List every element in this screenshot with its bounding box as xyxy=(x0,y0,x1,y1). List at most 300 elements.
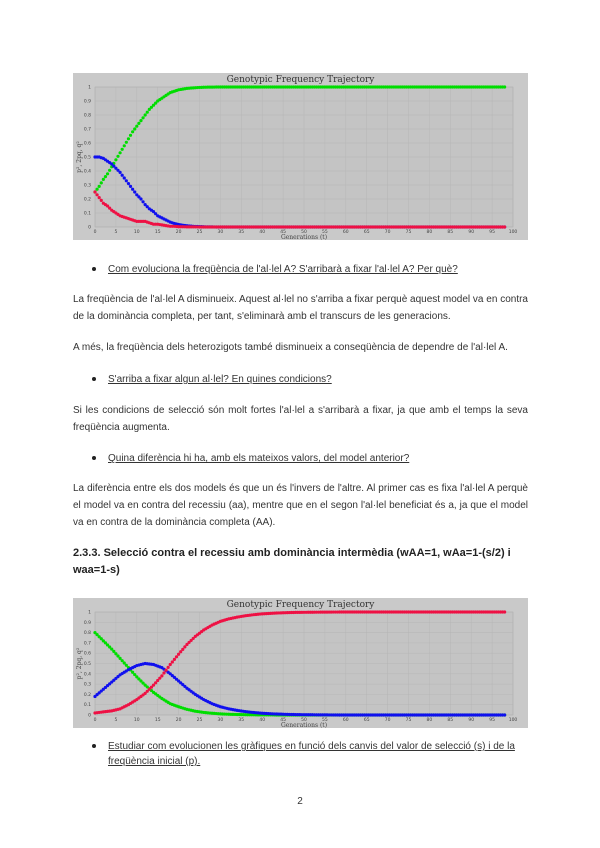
trajectory-dot xyxy=(183,87,186,90)
x-tick-label: 95 xyxy=(489,718,495,723)
data-point xyxy=(127,182,130,185)
trajectory-dot xyxy=(125,179,128,182)
trajectory-dot xyxy=(175,704,178,707)
trajectory-dot xyxy=(141,116,144,119)
trajectory-dot xyxy=(300,611,303,614)
trajectory-dot xyxy=(405,85,408,88)
trajectory-dot xyxy=(179,225,182,228)
trajectory-dot xyxy=(208,625,211,628)
trajectory-dot xyxy=(187,225,190,228)
trajectory-dot xyxy=(192,637,195,640)
trajectory-dot xyxy=(200,86,203,89)
trajectory-dot xyxy=(468,85,471,88)
trajectory-dot xyxy=(213,225,216,228)
trajectory-dot xyxy=(121,174,124,177)
trajectory-dot xyxy=(171,90,174,93)
trajectory-dot xyxy=(141,220,144,223)
y-tick-label: 0.8 xyxy=(83,113,91,119)
trajectory-dot xyxy=(158,223,161,226)
trajectory-dot xyxy=(221,85,224,88)
trajectory-dot xyxy=(292,713,295,716)
data-point xyxy=(114,158,117,161)
trajectory-dot xyxy=(146,221,149,224)
y-tick-label: 0 xyxy=(88,713,91,719)
y-tick-label: 0.5 xyxy=(83,155,91,161)
data-point xyxy=(177,653,180,656)
trajectory-dot xyxy=(238,225,241,228)
genotypic-frequency-chart-1 xyxy=(73,73,528,240)
y-tick-label: 0.3 xyxy=(83,682,91,688)
x-tick-label: 45 xyxy=(280,718,286,723)
x-tick-label: 35 xyxy=(238,230,245,235)
y-tick-label: 0.6 xyxy=(83,651,91,657)
trajectory-dot xyxy=(116,155,119,158)
trajectory-dot xyxy=(129,218,132,221)
trajectory-dot xyxy=(150,663,153,666)
trajectory-dot xyxy=(108,169,111,172)
trajectory-dot xyxy=(175,655,178,658)
trajectory-dot xyxy=(488,85,491,88)
x-tick-label: 70 xyxy=(384,718,391,723)
trajectory-dot xyxy=(133,699,136,702)
trajectory-dot xyxy=(150,222,153,225)
trajectory-dot xyxy=(95,193,98,196)
trajectory-dot xyxy=(225,85,228,88)
trajectory-dot xyxy=(146,205,149,208)
trajectory-dot xyxy=(95,155,98,158)
x-tick-label: 85 xyxy=(447,230,454,235)
x-tick-label: 60 xyxy=(342,718,349,723)
trajectory-dot xyxy=(233,85,236,88)
trajectory-dot xyxy=(213,85,216,88)
trajectory-dot xyxy=(300,225,303,228)
y-tick-label: 0.7 xyxy=(83,641,91,647)
x-tick-label: 85 xyxy=(447,718,454,723)
trajectory-dot xyxy=(447,85,450,88)
trajectory-dot xyxy=(384,713,387,716)
trajectory-dot xyxy=(208,711,211,714)
trajectory-dot xyxy=(100,711,103,714)
trajectory-dot xyxy=(221,225,224,228)
trajectory-dot xyxy=(116,708,119,711)
trajectory-dot xyxy=(501,713,504,716)
trajectory-dot xyxy=(133,673,136,676)
y-tick-label: 1 xyxy=(88,85,91,91)
trajectory-dot xyxy=(150,106,153,109)
paragraph-3: Si les condicions de selecció són molt fortes l'al·lel a s'arribarà a fixar, ja que amb el temps la seva freqüència augmenta. xyxy=(73,405,528,433)
y-tick-label: 0.6 xyxy=(83,141,91,147)
x-tick-label: 10 xyxy=(133,230,140,235)
trajectory-dot xyxy=(121,215,124,218)
trajectory-dot xyxy=(233,616,236,619)
trajectory-dot xyxy=(275,712,278,715)
bullet-text: Com evoluciona la freqüència de l'al·lel A? S'arribarà a fixar l'al·lel A? Per què? xyxy=(108,264,458,275)
trajectory-dot xyxy=(181,648,184,651)
trajectory-dot xyxy=(363,225,366,228)
chart-title: Genotypic Frequency Trajectory xyxy=(226,600,375,610)
trajectory-dot xyxy=(116,213,119,216)
x-tick-label: 80 xyxy=(426,230,433,235)
trajectory-dot xyxy=(171,660,174,663)
trajectory-dot xyxy=(200,630,203,633)
trajectory-dot xyxy=(167,224,170,227)
x-axis-label: Generations (t) xyxy=(280,722,328,728)
x-tick-label: 55 xyxy=(322,230,328,235)
x-tick-label: 5 xyxy=(114,718,118,723)
trajectory-dot xyxy=(217,621,220,624)
trajectory-dot xyxy=(284,611,287,614)
trajectory-dot xyxy=(112,210,115,213)
trajectory-dot xyxy=(146,111,149,114)
trajectory-dot xyxy=(162,95,165,98)
trajectory-dot xyxy=(275,611,278,614)
y-tick-label: 0.5 xyxy=(83,662,91,667)
trajectory-dot xyxy=(217,712,220,715)
trajectory-dot xyxy=(468,610,471,613)
trajectory-dot xyxy=(164,669,167,672)
x-tick-label: 20 xyxy=(175,718,182,723)
trajectory-dot xyxy=(154,223,157,226)
trajectory-dot xyxy=(279,85,282,88)
x-tick-label: 45 xyxy=(280,230,286,235)
trajectory-dot xyxy=(321,225,324,228)
trajectory-dot xyxy=(137,195,140,198)
trajectory-dot xyxy=(342,610,345,613)
bullet-dot xyxy=(92,267,96,271)
section-heading: 2.3.3. Selecció contra el recessiu amb dominància intermèdia (wAA=1, wAa=1-(s/2) i waa=1-s) xyxy=(73,547,511,576)
trajectory-dot xyxy=(141,662,144,665)
y-tick-label: 0.9 xyxy=(83,99,91,105)
data-point xyxy=(139,119,142,122)
y-tick-label: 0.8 xyxy=(83,631,91,637)
trajectory-dot xyxy=(447,713,450,716)
paragraph-1: La freqüència de l'al·lel A disminueix. Aquest al·lel no s'arriba a fixar perquè aquest model va en contra de la dominància completa, per tant, s'eliminarà amb el transcurs de les generacions. xyxy=(73,294,528,322)
data-point xyxy=(131,130,134,133)
trajectory-dot xyxy=(250,613,253,616)
x-tick-label: 25 xyxy=(196,230,203,235)
y-tick-label: 0.4 xyxy=(83,169,91,175)
trajectory-dot xyxy=(225,707,228,710)
y-axis-label: p², 2pq, q² xyxy=(76,141,83,173)
trajectory-dot xyxy=(108,682,111,685)
trajectory-dot xyxy=(183,645,186,648)
trajectory-dot xyxy=(187,87,190,90)
trajectory-dot xyxy=(158,98,161,101)
x-tick-label: 100 xyxy=(508,718,518,723)
y-tick-label: 0 xyxy=(88,225,91,231)
y-tick-label: 0.7 xyxy=(83,127,91,133)
x-tick-label: 35 xyxy=(238,718,245,723)
trajectory-dot xyxy=(321,713,324,716)
y-tick-label: 0.2 xyxy=(83,197,91,203)
y-axis-label: p², 2pq, q² xyxy=(76,647,83,680)
trajectory-dot xyxy=(141,681,144,684)
trajectory-dot xyxy=(100,181,103,184)
page-number: 2 xyxy=(297,796,303,807)
y-tick-label: 0.1 xyxy=(83,703,91,709)
trajectory-dot xyxy=(196,225,199,228)
bullet-dot xyxy=(92,377,96,381)
trajectory-dot xyxy=(488,610,491,613)
data-point xyxy=(135,125,138,128)
trajectory-dot xyxy=(183,225,186,228)
trajectory-dot xyxy=(363,713,366,716)
trajectory-dot xyxy=(154,102,157,105)
trajectory-dot xyxy=(208,701,211,704)
trajectory-dot xyxy=(196,86,199,89)
x-tick-label: 0 xyxy=(93,718,97,723)
trajectory-dot xyxy=(488,713,491,716)
chart-1-svg xyxy=(73,73,528,240)
trajectory-dot xyxy=(342,713,345,716)
trajectory-dot xyxy=(104,158,107,161)
data-point xyxy=(144,113,147,116)
trajectory-dot xyxy=(217,85,220,88)
trajectory-dot xyxy=(292,611,295,614)
trajectory-dot xyxy=(225,618,228,621)
trajectory-dot xyxy=(242,710,245,713)
trajectory-dot xyxy=(217,704,220,707)
trajectory-dot xyxy=(158,665,161,668)
x-tick-label: 10 xyxy=(133,718,140,723)
data-point xyxy=(106,172,109,175)
trajectory-dot xyxy=(125,141,128,144)
trajectory-dot xyxy=(133,219,136,222)
trajectory-dot xyxy=(171,221,174,224)
x-tick-label: 5 xyxy=(114,230,118,235)
trajectory-dot xyxy=(384,85,387,88)
trajectory-dot xyxy=(104,175,107,178)
x-tick-label: 30 xyxy=(217,230,224,235)
trajectory-dot xyxy=(104,203,107,206)
trajectory-dot xyxy=(426,713,429,716)
trajectory-dot xyxy=(363,610,366,613)
paragraph-2: A més, la freqüència dels heterozigots també disminueix a conseqüència de dependre de l'al·lel A. xyxy=(73,342,508,353)
trajectory-dot xyxy=(116,675,119,678)
trajectory-dot xyxy=(167,92,170,95)
trajectory-dot xyxy=(342,85,345,88)
trajectory-dot xyxy=(141,200,144,203)
data-point xyxy=(118,151,121,154)
y-tick-label: 0.3 xyxy=(83,183,91,189)
trajectory-dot xyxy=(229,225,232,228)
chart-title: Genotypic Frequency Trajectory xyxy=(226,75,375,85)
x-tick-label: 100 xyxy=(508,230,518,235)
trajectory-dot xyxy=(100,637,103,640)
trajectory-dot xyxy=(208,86,211,89)
trajectory-dot xyxy=(162,217,165,220)
trajectory-dot xyxy=(108,645,111,648)
trajectory-dot xyxy=(384,225,387,228)
x-tick-label: 60 xyxy=(342,230,349,235)
trajectory-dot xyxy=(162,224,165,227)
trajectory-dot xyxy=(125,216,128,219)
trajectory-dot xyxy=(150,686,153,689)
trajectory-dot xyxy=(121,148,124,151)
trajectory-dot xyxy=(447,225,450,228)
trajectory-dot xyxy=(125,704,128,707)
trajectory-dot xyxy=(267,712,270,715)
trajectory-dot xyxy=(192,225,195,228)
y-tick-label: 0.9 xyxy=(83,620,91,626)
trajectory-dot xyxy=(233,708,236,711)
trajectory-dot xyxy=(384,610,387,613)
x-tick-label: 40 xyxy=(259,230,266,235)
genotypic-frequency-chart-2 xyxy=(73,598,528,728)
bullet-dot xyxy=(92,744,96,748)
trajectory-dot xyxy=(468,225,471,228)
trajectory-dot xyxy=(468,713,471,716)
trajectory-dot xyxy=(229,85,232,88)
x-axis-label: Generations (t) xyxy=(280,234,328,240)
trajectory-dot xyxy=(225,713,228,716)
trajectory-dot xyxy=(321,611,324,614)
trajectory-dot xyxy=(267,612,270,615)
x-tick-label: 15 xyxy=(154,230,161,235)
trajectory-dot xyxy=(405,610,408,613)
trajectory-dot xyxy=(183,685,186,688)
trajectory-dot xyxy=(158,695,161,698)
trajectory-dot xyxy=(250,711,253,714)
trajectory-dot xyxy=(259,711,262,714)
trajectory-dot xyxy=(200,697,203,700)
x-tick-label: 75 xyxy=(405,718,412,723)
trajectory-dot xyxy=(426,610,429,613)
trajectory-dot xyxy=(167,666,170,669)
trajectory-dot xyxy=(129,134,132,137)
x-tick-label: 65 xyxy=(363,718,370,723)
trajectory-dot xyxy=(488,225,491,228)
trajectory-dot xyxy=(225,225,228,228)
trajectory-dot xyxy=(175,225,178,228)
trajectory-dot xyxy=(173,658,176,661)
trajectory-dot xyxy=(426,85,429,88)
trajectory-dot xyxy=(125,664,128,667)
trajectory-dot xyxy=(162,671,165,674)
x-tick-label: 65 xyxy=(363,230,370,235)
data-point xyxy=(93,190,96,193)
data-point xyxy=(98,185,101,188)
trajectory-dot xyxy=(108,710,111,713)
trajectory-dot xyxy=(405,225,408,228)
trajectory-dot xyxy=(116,169,119,172)
x-tick-label: 55 xyxy=(322,718,328,723)
trajectory-dot xyxy=(208,225,211,228)
trajectory-dot xyxy=(501,85,504,88)
trajectory-dot xyxy=(137,220,140,223)
trajectory-dot xyxy=(447,610,450,613)
trajectory-dot xyxy=(133,665,136,668)
trajectory-dot xyxy=(200,225,203,228)
trajectory-dot xyxy=(217,225,220,228)
trajectory-dot xyxy=(112,165,115,168)
bullet-text: Quina diferència hi ha, amb els mateixos valors, del model anterior? xyxy=(108,453,410,464)
data-point xyxy=(169,663,172,666)
trajectory-dot xyxy=(192,86,195,89)
data-point xyxy=(102,178,105,181)
trajectory-dot xyxy=(259,225,262,228)
y-tick-label: 0.1 xyxy=(83,211,91,217)
data-point xyxy=(127,137,130,140)
trajectory-dot xyxy=(321,85,324,88)
x-tick-label: 0 xyxy=(93,230,97,235)
trajectory-dot xyxy=(242,713,245,716)
trajectory-dot xyxy=(175,678,178,681)
trajectory-dot xyxy=(158,677,161,680)
x-tick-label: 40 xyxy=(259,718,266,723)
x-tick-label: 30 xyxy=(217,718,224,723)
trajectory-dot xyxy=(238,85,241,88)
trajectory-dot xyxy=(242,614,245,617)
bullet-dot xyxy=(92,456,96,460)
x-tick-label: 20 xyxy=(175,230,182,235)
trajectory-dot xyxy=(233,225,236,228)
trajectory-dot xyxy=(133,127,136,130)
x-tick-label: 95 xyxy=(489,230,495,235)
trajectory-dot xyxy=(108,161,111,164)
trajectory-dot xyxy=(204,86,207,89)
trajectory-dot xyxy=(179,88,182,91)
trajectory-dot xyxy=(192,691,195,694)
y-tick-label: 1 xyxy=(88,610,91,616)
data-point xyxy=(123,144,126,147)
trajectory-dot xyxy=(167,701,170,704)
x-tick-label: 50 xyxy=(301,718,307,723)
trajectory-dot xyxy=(158,215,161,218)
trajectory-dot xyxy=(342,225,345,228)
x-tick-label: 15 xyxy=(154,718,161,723)
trajectory-dot xyxy=(108,207,111,210)
data-point xyxy=(98,196,101,199)
trajectory-dot xyxy=(183,707,186,710)
trajectory-dot xyxy=(192,709,195,712)
trajectory-dot xyxy=(204,225,207,228)
trajectory-dot xyxy=(300,713,303,716)
trajectory-dot xyxy=(175,89,178,92)
trajectory-dot xyxy=(200,711,203,714)
data-point xyxy=(131,188,134,191)
trajectory-dot xyxy=(405,713,408,716)
x-tick-label: 50 xyxy=(301,230,307,235)
trajectory-dot xyxy=(233,713,236,716)
x-tick-label: 80 xyxy=(426,718,433,723)
trajectory-dot xyxy=(100,689,103,692)
trajectory-dot xyxy=(279,225,282,228)
trajectory-dot xyxy=(501,225,504,228)
x-tick-label: 75 xyxy=(405,230,412,235)
x-tick-label: 90 xyxy=(468,230,475,235)
trajectory-dot xyxy=(259,612,262,615)
bullet-text: S'arriba a fixar algun al·lel? En quines condicions? xyxy=(108,374,332,385)
trajectory-dot xyxy=(133,190,136,193)
x-tick-label: 90 xyxy=(468,718,475,723)
trajectory-dot xyxy=(154,212,157,215)
trajectory-dot xyxy=(129,185,132,188)
trajectory-dot xyxy=(95,188,98,191)
trajectory-dot xyxy=(141,693,144,696)
trajectory-dot xyxy=(259,85,262,88)
data-point xyxy=(123,176,126,179)
trajectory-dot xyxy=(426,225,429,228)
trajectory-dot xyxy=(167,219,170,222)
chart-2-svg xyxy=(73,598,528,728)
y-tick-label: 0.2 xyxy=(83,692,91,698)
trajectory-dot xyxy=(100,199,103,202)
y-tick-label: 0.4 xyxy=(83,672,91,678)
x-tick-label: 70 xyxy=(384,230,391,235)
x-tick-label: 25 xyxy=(196,718,203,723)
trajectory-dot xyxy=(125,669,128,672)
